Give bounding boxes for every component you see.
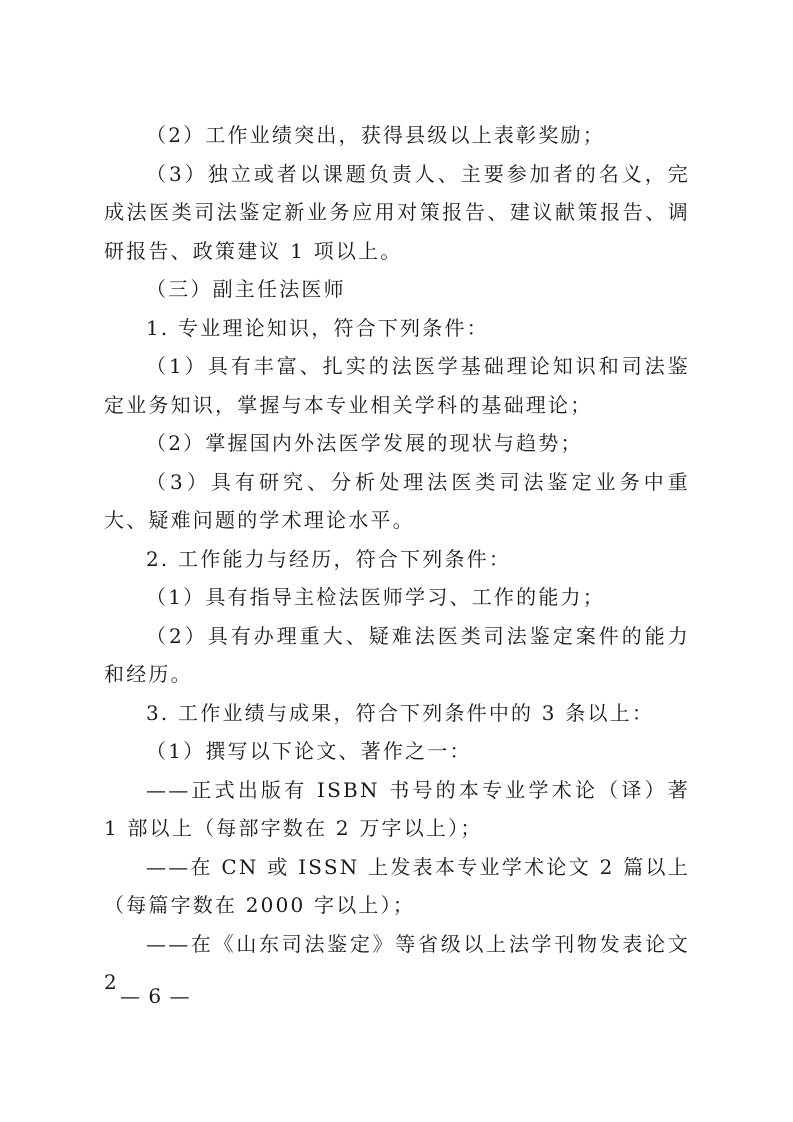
paragraph-theory-3: （3）具有研究、分析处理法医类司法鉴定业务中重大、疑难问题的学术理论水平。: [104, 469, 690, 532]
paragraph-ability-2: （2）具有办理重大、疑难法医类司法鉴定案件的能力和经历。: [104, 623, 690, 686]
subheading-theory: 1. 专业理论知识，符合下列条件：: [146, 315, 489, 340]
subheading-ability: 2. 工作能力与经历，符合下列条件：: [146, 546, 512, 571]
paragraph-ability-1: （1）具有指导主检法医师学习、工作的能力；: [146, 585, 605, 609]
paragraph-dash-isbn: ——正式出版有 ISBN 书号的本专业学术论（译）著 1 部以上（每部字数在 2 万字以上）；: [104, 777, 690, 840]
paragraph-theory-2: （2）掌握国内外法医学发展的现状与趋势；: [146, 431, 583, 455]
paragraph-dash-cn-issn: ——在 CN 或 ISSN 上发表本专业学术论文 2 篇以上（每篇字数在 2000 字以上）；: [104, 854, 690, 917]
paragraph-dash-journal: ——在《山东司法鉴定》等省级以上法学刊物发表论文 2: [104, 931, 690, 994]
page-number: — 6 —: [120, 984, 191, 1008]
section-heading-deputy-chief: （三）副主任法医师: [146, 277, 346, 301]
subheading-achievements: 3. 工作业绩与成果，符合下列条件中的 3 条以上：: [146, 700, 655, 725]
paragraph-award: （2）工作业绩突出，获得县级以上表彰奖励；: [146, 123, 605, 147]
body-text: [104, 116, 690, 1002]
paragraph-report: （3）独立或者以课题负责人、主要参加者的名义，完成法医类司法鉴定新业务应用对策报告、建议献策报告、调研报告、政策建议 1 项以上。: [104, 161, 690, 263]
paragraph-achievements-1: （1）撰写以下论文、著作之一：: [146, 739, 472, 763]
paragraph-theory-1: （1）具有丰富、扎实的法医学基础理论知识和司法鉴定业务知识，掌握与本专业相关学科的基础理论；: [104, 354, 690, 417]
